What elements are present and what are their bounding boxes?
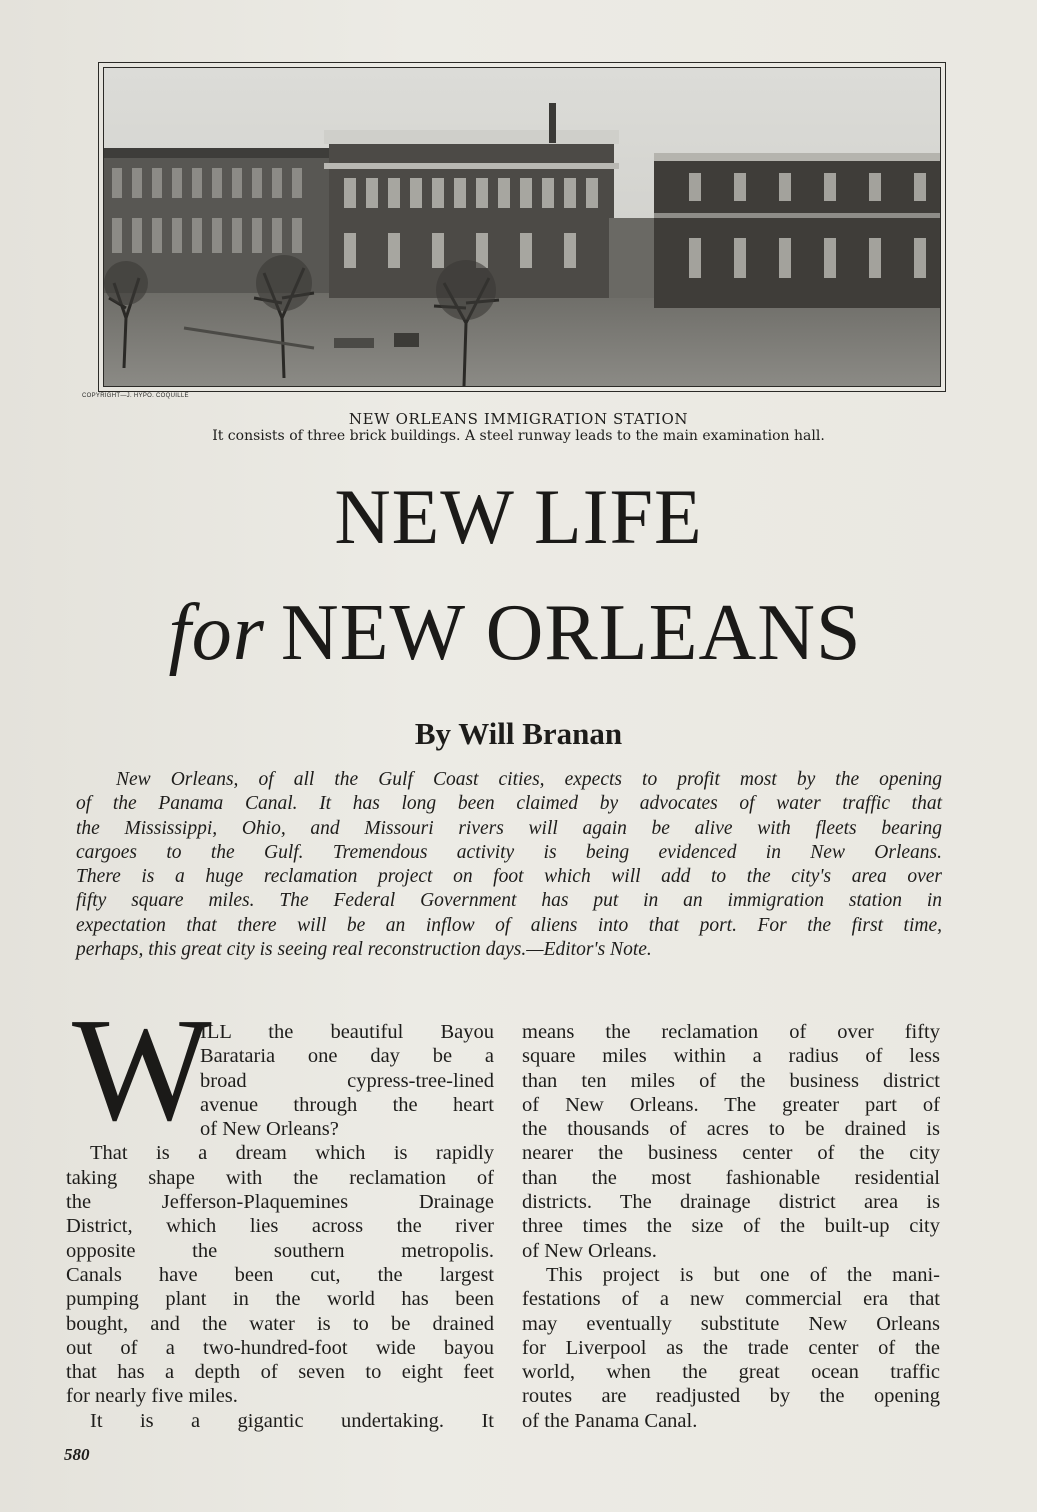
body-line: taking shape with the reclamation of xyxy=(66,1166,494,1189)
photo-caption-text: It consists of three brick buildings. A steel runway leads to the main examination hall. xyxy=(212,428,825,444)
body-line: That is a dream which is rapidly xyxy=(90,1142,494,1165)
article-title-line2 xyxy=(100,585,930,681)
building-photo-illustration xyxy=(104,68,940,386)
editor-note-line: fifty square miles. The Federal Government has put in an immigration station in xyxy=(76,890,942,912)
body-line: of New Orleans. xyxy=(522,1239,657,1262)
photo-frame xyxy=(98,62,946,392)
body-line: Barataria one day be a xyxy=(200,1045,494,1068)
photo-credit: COPYRIGHT—J. HYPO. COQUILLE xyxy=(82,393,189,399)
drop-cap: W xyxy=(72,988,212,1152)
body-line: for nearly five miles. xyxy=(66,1385,238,1408)
body-line: ILL the beautiful Bayou xyxy=(200,1021,494,1043)
page-number: 580 xyxy=(64,1445,90,1464)
editor-note-line: New Orleans, of all the Gulf Coast cities, expects to profit most by the opening xyxy=(116,769,942,790)
body-line: three times the size of the built-up city xyxy=(522,1215,940,1238)
body-line: routes are readjusted by the opening xyxy=(522,1385,940,1408)
body-line: world, when the great ocean traffic xyxy=(522,1361,940,1384)
body-line: out of a two-hundred-foot wide bayou xyxy=(66,1336,494,1359)
editor-note-line: expectation that there will be an inflow of aliens into that port. For the first time, xyxy=(76,914,942,936)
body-line: It is a gigantic undertaking. It xyxy=(90,1409,494,1432)
body-line: bought, and the water is to be drained xyxy=(66,1312,494,1335)
body-line: may eventually substitute New Orleans xyxy=(522,1312,940,1335)
body-line: the Jefferson-Plaquemines Drainage xyxy=(66,1191,494,1214)
body-line: that has a depth of seven to eight feet xyxy=(66,1361,494,1384)
editor-note-line: of the Panama Canal. It has long been claimed by advocates of water traffic that xyxy=(76,793,942,815)
body-line: avenue through the heart xyxy=(200,1093,494,1116)
body-line: festations of a new commercial era that xyxy=(522,1288,940,1311)
body-line: than ten miles of the business district xyxy=(522,1069,940,1092)
editor-note-line: There is a huge reclamation project on foot which will add to the city's area over xyxy=(76,866,942,888)
body-line: broad cypress-tree-lined xyxy=(200,1069,494,1092)
body-line: districts. The drainage district area is xyxy=(522,1191,940,1214)
body-line: than the most fashionable residential xyxy=(522,1166,940,1189)
editor-note-line: cargoes to the Gulf. Tremendous activity is being evidenced in New Orleans. xyxy=(76,841,942,863)
photo-caption-title: NEW ORLEANS IMMIGRATION STATION xyxy=(348,410,689,428)
body-line: This project is but one of the mani- xyxy=(546,1263,940,1286)
editor-note xyxy=(76,768,942,962)
article-title-city: NEW ORLEANS xyxy=(280,589,862,677)
body-line: opposite the southern metropolis. xyxy=(66,1239,494,1262)
article-title-for: for xyxy=(168,589,265,677)
body-line: District, which lies across the river xyxy=(66,1215,494,1238)
immigration-station-photo xyxy=(103,67,941,387)
body-line: of New Orleans? xyxy=(200,1118,339,1141)
editor-note-line: the Mississippi, Ohio, and Missouri rivers will again be alive with fleets bearing xyxy=(76,817,942,839)
body-line: nearer the business center of the city xyxy=(522,1142,940,1165)
body-line: square miles within a radius of less xyxy=(522,1045,940,1068)
body-line: of New Orleans. The greater part of xyxy=(522,1093,940,1116)
body-line: means the reclamation of over fifty xyxy=(522,1021,940,1043)
editor-note-line: perhaps, this great city is seeing real reconstruction days.—Editor's Note. xyxy=(76,939,652,961)
left-column xyxy=(66,1020,494,1433)
body-line: for Liverpool as the trade center of the xyxy=(522,1336,940,1359)
right-column xyxy=(522,1020,940,1433)
body-line: pumping plant in the world has been xyxy=(66,1288,494,1311)
body-line: the thousands of acres to be drained is xyxy=(522,1118,940,1141)
body-line: Canals have been cut, the largest xyxy=(66,1263,494,1286)
article-byline: By Will Branan xyxy=(414,716,623,751)
article-title-line1: NEW LIFE xyxy=(334,473,703,560)
body-line: of the Panama Canal. xyxy=(522,1409,698,1432)
